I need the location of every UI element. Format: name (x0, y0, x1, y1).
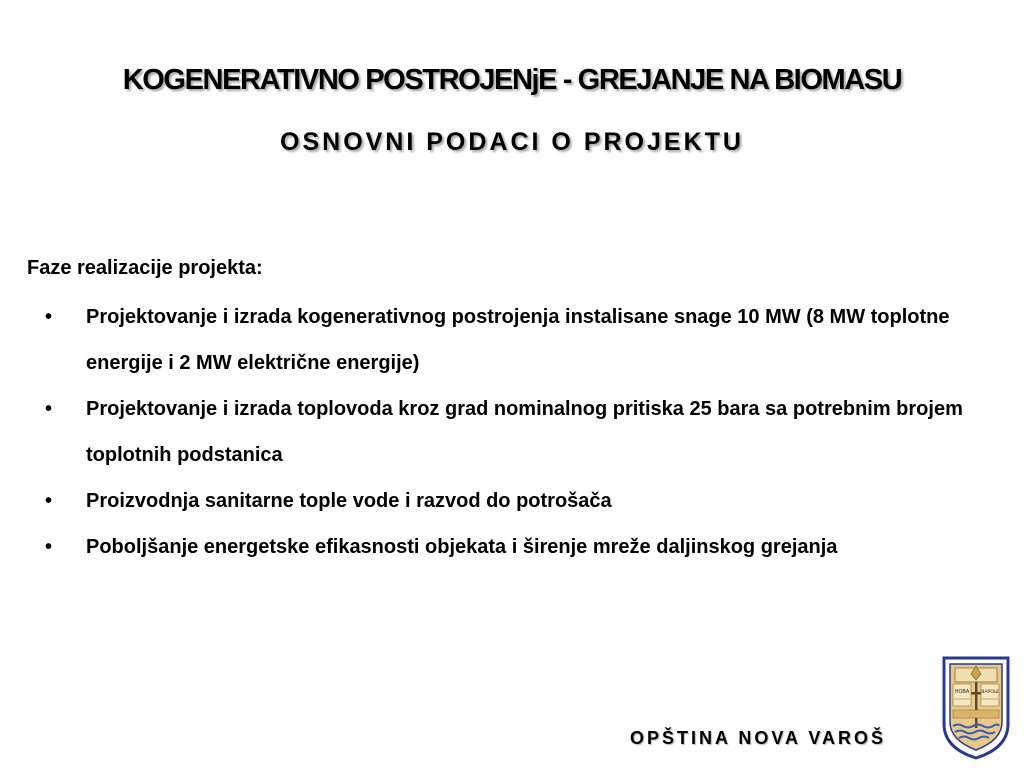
bullet-text: Poboljšanje energetske efikasnosti objekata i širenje mreže daljinskog grejanja (86, 536, 838, 558)
crest-text-left: НОВА (954, 689, 970, 695)
slide-title: KOGENERATIVNO POSTROJENjE - GREJANJE NA BIOMASU (122, 64, 902, 96)
bullet-icon: • (45, 398, 53, 420)
bullet-text: Projektovanje i izrada toplovoda kroz grad nominalnog pritiska 25 bara sa potrebnim brojem toplotnih podstanica (86, 398, 963, 466)
bullet-icon: • (45, 536, 53, 558)
slide-subtitle: OSNOVNI PODACI O PROJEKTU (280, 128, 744, 156)
bullet-icon: • (45, 306, 53, 328)
bullet-item (0, 478, 1024, 524)
bullet-item (0, 386, 1024, 478)
bullet-list (0, 294, 1024, 570)
municipal-coat-of-arms-icon (941, 656, 1011, 760)
footer-municipality: OPŠTINA NOVA VAROŠ (630, 728, 887, 748)
section-heading: Faze realizacije projekta: (27, 257, 263, 279)
bullet-item (0, 524, 1024, 570)
bullet-text: Proizvodnja sanitarne tople vode i razvod do potrošača (86, 490, 612, 512)
crest-text-right: ВАРОШ (981, 690, 999, 695)
bullet-text: Projektovanje i izrada kogenerativnog postrojenja instalisane snage 10 MW (8 MW toplotne energije i 2 MW električne energije) (86, 306, 950, 374)
bullet-icon: • (45, 490, 53, 512)
bullet-item (0, 294, 1024, 386)
